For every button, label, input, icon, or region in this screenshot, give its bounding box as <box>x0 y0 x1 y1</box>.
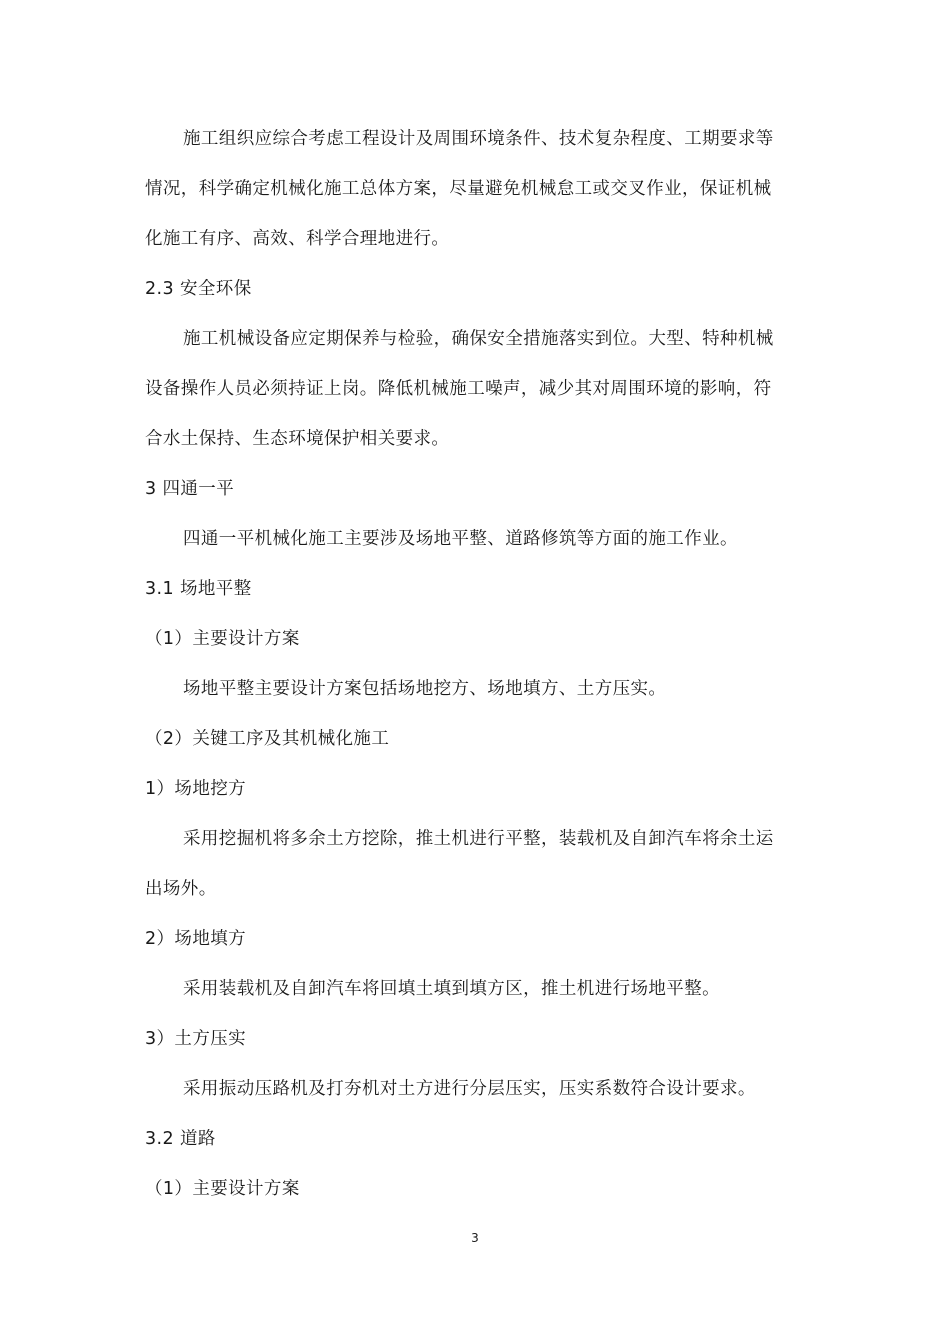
subsection-heading: （1）主要设计方案 <box>145 1179 300 1199</box>
paragraph-line: 采用振动压路机及打夯机对土方进行分层压实，压实系数符合设计要求。 <box>183 1079 756 1099</box>
paragraph-line: 施工组织应综合考虑工程设计及周围环境条件、技术复杂程度、工期要求等 <box>183 129 774 149</box>
paragraph-line: 施工机械设备应定期保养与检验，确保安全措施落实到位。大型、特种机械 <box>183 329 774 349</box>
paragraph-line: 场地平整主要设计方案包括场地挖方、场地填方、土方压实。 <box>183 679 667 699</box>
subsection-heading: （1）主要设计方案 <box>145 629 300 649</box>
paragraph-line: 四通一平机械化施工主要涉及场地平整、道路修筑等方面的施工作业。 <box>183 529 738 549</box>
paragraph-line: 采用装载机及自卸汽车将回填土填到填方区，推土机进行场地平整。 <box>183 979 720 999</box>
paragraph-line: 化施工有序、高效、科学合理地进行。 <box>145 229 450 249</box>
paragraph-line: 情况，科学确定机械化施工总体方案，尽量避免机械怠工或交叉作业，保证机械 <box>145 179 772 199</box>
item-heading: 1）场地挖方 <box>145 779 247 799</box>
paragraph-line: 设备操作人员必须持证上岗。降低机械施工噪声，减少其对周围环境的影响，符 <box>145 379 772 399</box>
subsection-heading: （2）关键工序及其机械化施工 <box>145 729 390 749</box>
paragraph-line: 采用挖掘机将多余土方挖除，推土机进行平整，装载机及自卸汽车将余土运 <box>183 829 774 849</box>
page-number: 3 <box>471 1231 479 1245</box>
paragraph-line: 合水土保持、生态环境保护相关要求。 <box>145 429 450 449</box>
section-heading: 2.3 安全环保 <box>145 279 252 299</box>
item-heading: 2）场地填方 <box>145 929 247 949</box>
item-heading: 3）土方压实 <box>145 1029 247 1049</box>
paragraph-line: 出场外。 <box>145 879 217 899</box>
section-heading: 3.1 场地平整 <box>145 579 252 599</box>
chapter-heading: 3 四通一平 <box>145 479 235 499</box>
section-heading: 3.2 道路 <box>145 1129 216 1149</box>
